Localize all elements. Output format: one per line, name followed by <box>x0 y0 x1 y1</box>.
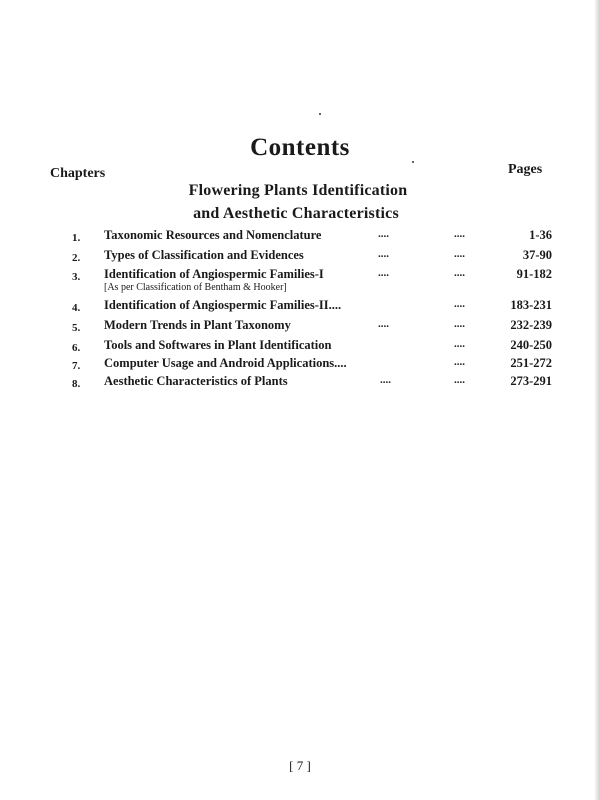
chapter-title: Aesthetic Characteristics of Plants <box>104 374 288 388</box>
chapters-column-header: Chapters <box>50 166 106 181</box>
dot-leader: .... <box>454 338 465 350</box>
chapter-title: Modern Trends in Plant Taxonomy <box>104 318 291 332</box>
dot-leader: .... <box>454 374 465 386</box>
scan-speck <box>319 113 321 115</box>
chapter-number: 7. <box>72 360 81 372</box>
chapter-number: 5. <box>72 322 81 334</box>
chapter-pages: 1-36 <box>529 228 552 242</box>
section-title-line2: and Aesthetic Characteristics <box>193 205 399 222</box>
dot-leader: .... <box>454 298 465 310</box>
chapter-pages: 251-272 <box>510 356 552 370</box>
chapter-title: Tools and Softwares in Plant Identification <box>104 338 332 352</box>
dot-leader: .... <box>454 248 465 260</box>
chapter-title: Types of Classification and Evidences <box>104 248 304 262</box>
dot-leader: .... <box>378 228 389 240</box>
chapter-pages: 91-182 <box>516 267 552 281</box>
chapter-pages: 183-231 <box>510 298 552 312</box>
scan-edge <box>594 0 600 800</box>
chapter-number: 3. <box>72 271 81 283</box>
toc-entry <box>0 356 600 376</box>
chapter-number: 2. <box>72 252 81 264</box>
chapter-pages: 240-250 <box>510 338 552 352</box>
page-number: [ 7 ] <box>289 758 311 773</box>
section-title-line1: Flowering Plants Identification <box>188 182 408 199</box>
toc-entry <box>0 267 600 301</box>
chapter-title: Taxonomic Resources and Nomenclature <box>104 228 322 242</box>
dot-leader: .... <box>378 318 389 330</box>
dot-leader: .... <box>454 318 465 330</box>
pages-column-header: Pages <box>508 162 543 177</box>
chapter-number: 4. <box>72 302 81 314</box>
chapter-title: Identification of Angiospermic Families-II.... <box>104 298 342 312</box>
toc-entry <box>0 338 600 358</box>
chapter-pages: 273-291 <box>510 374 552 388</box>
chapter-subtitle: [As per Classification of Bentham & Hooker] <box>104 282 287 293</box>
dot-leader: .... <box>378 267 389 279</box>
dot-leader: .... <box>380 374 391 386</box>
toc-entry <box>0 228 600 248</box>
chapter-pages: 37-90 <box>522 248 552 262</box>
toc-entry <box>0 318 600 338</box>
page-title: Contents <box>250 134 350 161</box>
chapter-title: Identification of Angiospermic Families-I <box>104 267 324 281</box>
dot-leader: .... <box>378 248 389 260</box>
chapter-number: 6. <box>72 342 81 354</box>
chapter-number: 1. <box>72 232 81 244</box>
dot-leader: .... <box>454 267 465 279</box>
toc-entry <box>0 298 600 318</box>
dot-leader: .... <box>454 228 465 240</box>
toc-entry <box>0 374 600 394</box>
dot-leader: .... <box>454 356 465 368</box>
chapter-number: 8. <box>72 378 81 390</box>
toc-entry <box>0 248 600 268</box>
chapter-pages: 232-239 <box>510 318 552 332</box>
chapter-title: Computer Usage and Android Applications.... <box>104 356 347 370</box>
